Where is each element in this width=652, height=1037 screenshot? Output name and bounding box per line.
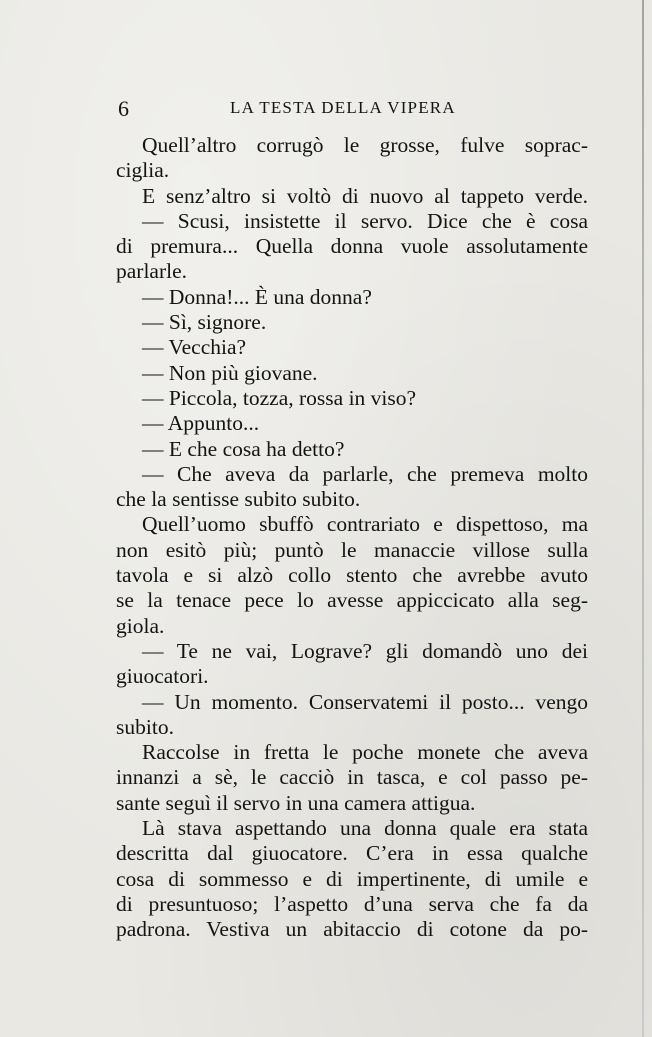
text-line: giuocatori.: [116, 664, 209, 689]
text-line: innanzi a sè, le cacciò in tasca, e col passo pe-: [116, 765, 588, 790]
text-line: non esitò più; puntò le manaccie villose sulla: [116, 537, 588, 562]
text-line: — Non più giovane.: [142, 360, 318, 385]
text-line: — E che cosa ha detto?: [142, 436, 345, 461]
text-line: descritta dal giuocatore. C’era in essa qualche: [116, 841, 588, 866]
text-line: — Donna!... È una donna?: [142, 284, 372, 309]
body-text: [116, 133, 588, 943]
text-line: ciglia.: [116, 158, 170, 183]
text-line: giola.: [116, 613, 165, 638]
page-edge-shadow: [642, 0, 644, 1037]
text-line: di presuntuoso; l’aspetto d’una serva che fa da: [116, 891, 588, 916]
text-line: — Un momento. Conservatemi il posto... vengo: [142, 689, 588, 714]
text-line: — Te ne vai, Lograve? gli domandò uno dei: [142, 638, 588, 663]
page-number: 6: [118, 96, 130, 121]
text-line: subito.: [116, 714, 174, 739]
text-line: sante seguì il servo in una camera attigua.: [116, 790, 476, 815]
page-header: [118, 96, 588, 124]
running-title: LA TESTA DELLA VIPERA: [230, 98, 456, 117]
text-line: che la sentisse subito subito.: [116, 487, 361, 512]
text-line: se la tenace pece lo avesse appiccicato alla seg-: [116, 588, 588, 613]
text-line: — Che aveva da parlarle, che premeva molto: [142, 461, 588, 486]
text-line: cosa di sommesso e di impertinente, di umile e: [116, 866, 588, 891]
text-line: — Sì, signore.: [142, 310, 267, 335]
text-line: Quell’altro corrugò le grosse, fulve soprac-: [142, 133, 588, 157]
text-line: di premura... Quella donna vuole assolutamente: [116, 234, 588, 259]
text-line: — Piccola, tozza, rossa in viso?: [142, 385, 417, 410]
text-line: — Vecchia?: [142, 335, 247, 360]
text-line: — Scusi, insistette il servo. Dice che è cosa: [142, 208, 588, 233]
text-line: parlarle.: [116, 259, 188, 284]
text-line: Quell’uomo sbuffò contrariato e dispettoso, ma: [142, 512, 588, 537]
text-line: Raccolse in fretta le poche monete che aveva: [142, 740, 588, 765]
text-line: E senz’altro si voltò di nuovo al tappeto verde.: [142, 183, 588, 208]
text-line: tavola e si alzò collo stento che avrebbe avuto: [116, 563, 588, 588]
text-line: — Appunto...: [142, 411, 260, 436]
text-line: padrona. Vestiva un abitaccio di cotone da po-: [116, 917, 588, 942]
text-line: Là stava aspettando una donna quale era stata: [142, 816, 588, 841]
